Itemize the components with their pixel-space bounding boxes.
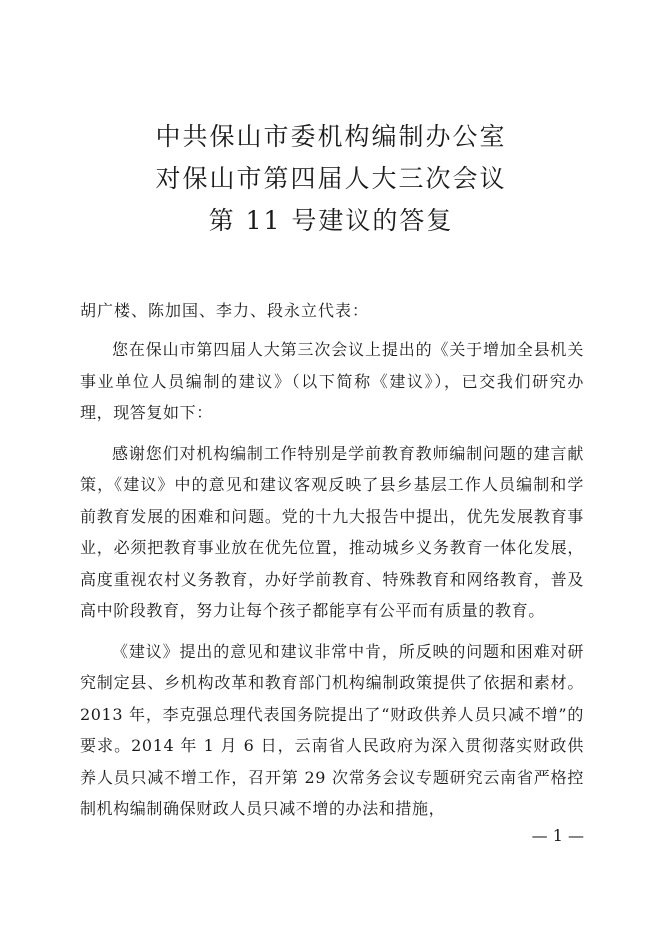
paragraph-2: 感谢您们对机构编制工作特别是学前教育教师编制问题的建言献策，《建议》中的意见和建议客观反映了县乡基层工作人员编制和学前教育发展的困难和问题。党的十九大报告中提出，优先发展教育事业，必须把教育事业放在优先位置，推动城乡义务教育一体化发展，高度重视农村义务教育，办好学前教育、特殊教育和网络教育，普及高中阶段教育，努力让每个孩子都能享有公平而有质量的教育。	[80, 443, 584, 620]
paragraph-1: 您在保山市第四届人大第三次会议上提出的《关于增加全县机关事业单位人员编制的建议》（以下简称《建议》），已交我们研究办理，现答复如下：	[80, 340, 584, 422]
paragraph-3: 《建议》提出的意见和建议非常中肯，所反映的问题和困难对研究制定县、乡机构改革和教育部门机构编制政策提供了依据和素材。2013 年，李克强总理代表国务院提出了“财政供养人员只减不增”的要求。2014 年 1 月 6 日，云南省人民政府为深入贯彻落实财政供养人员只减不增工作，召开第 29 次常务会议专题研究云南省严格控制机构编制确保财政人员只减不增的办法和措施，	[80, 641, 584, 818]
title-line-2: 对保山市第四届人大三次会议	[155, 164, 507, 193]
body-text	[80, 334, 584, 834]
page-number: — 1 —	[531, 826, 584, 845]
document-title	[60, 116, 602, 242]
title-line-1: 中共保山市委机构编制办公室	[155, 122, 507, 151]
salutation: 胡广楼、陈加国、李力、段永立代表：	[80, 301, 370, 320]
title-line-3: 第 11 号建议的答复	[208, 206, 454, 235]
